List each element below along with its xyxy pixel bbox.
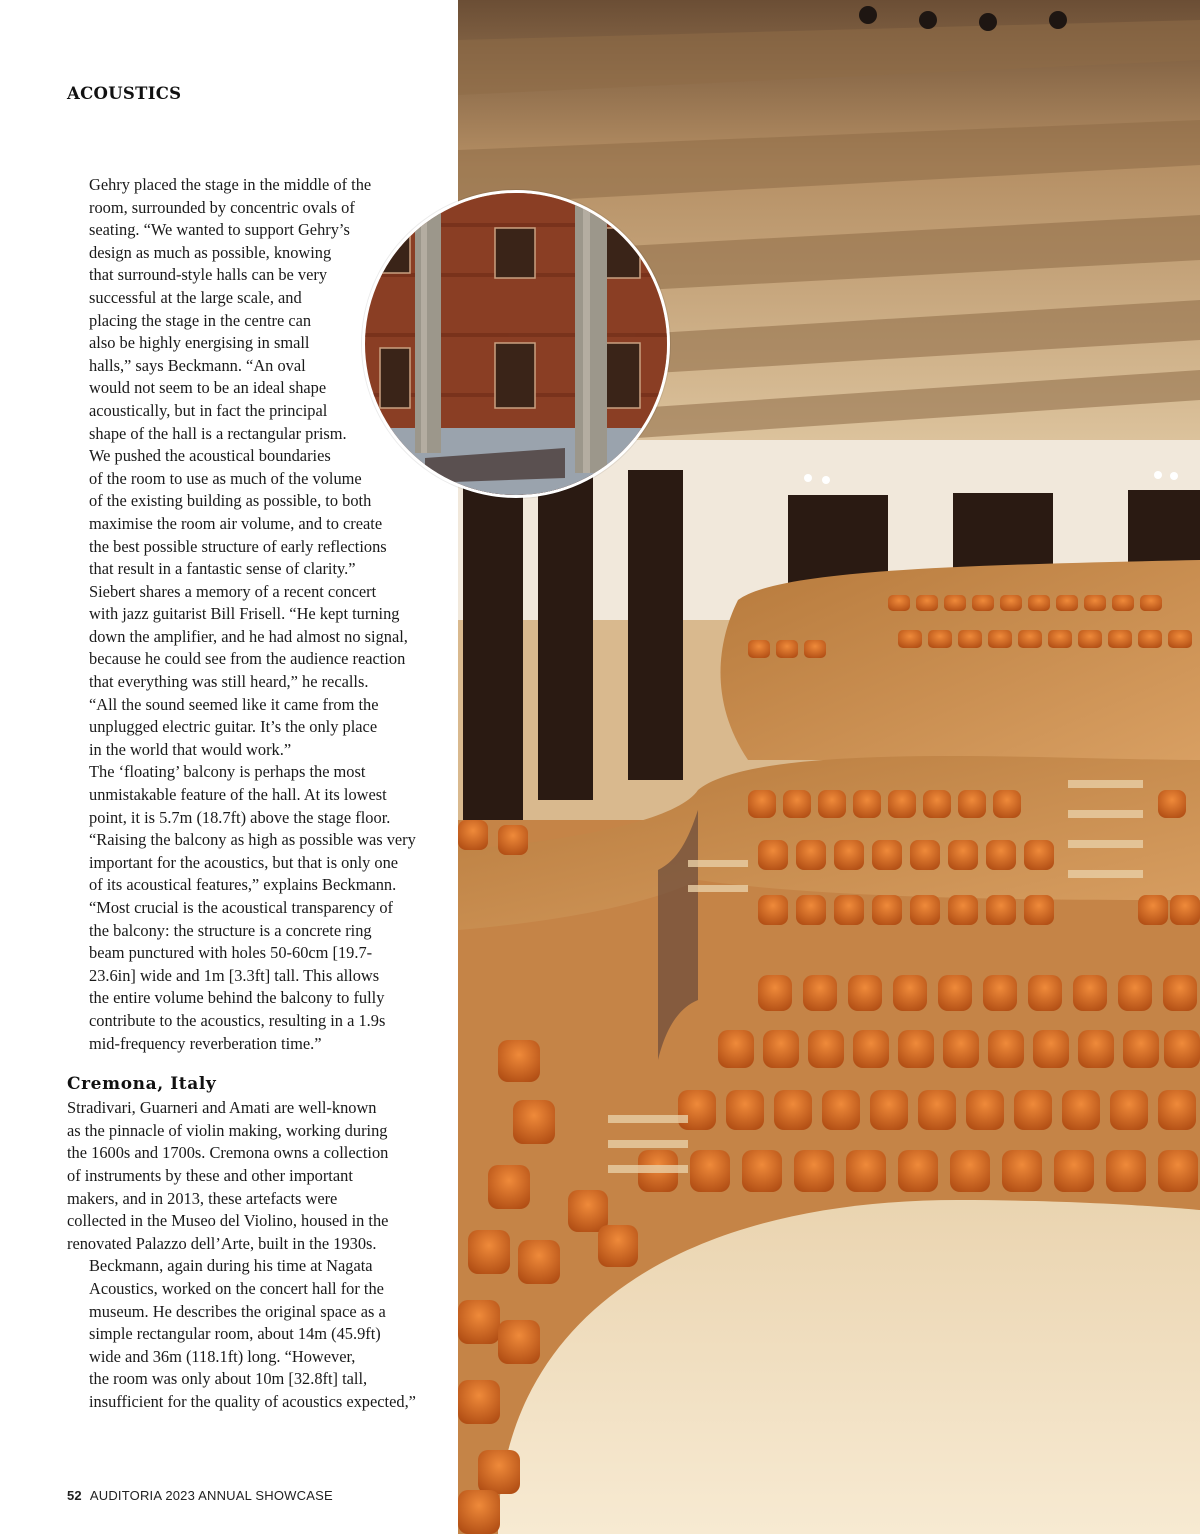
paragraph-floating-balcony [67,761,442,1055]
text-line: “Raising the balcony as high as possible was very [89,830,416,850]
text-line: in the world that would work.” [89,739,292,759]
palazzo-courtyard-illustration [365,193,667,495]
section-label: ACOUSTICS [67,84,182,103]
text-line: Stradivari, Guarneri and Amati are well-known [67,1098,377,1118]
text-line: We pushed the acoustical boundaries [89,446,331,466]
text-line: acoustically, but in fact the principal [89,400,328,420]
text-line: of instruments by these and other important [67,1165,353,1185]
text-line: the best possible structure of early reflections [89,536,387,556]
text-line: 23.6in] wide and 1m [3.3ft] tall. This allows [89,965,380,985]
text-line: Siebert shares a memory of a recent concert [89,581,377,601]
text-line: design as much as possible, knowing [89,242,332,262]
text-line: the 1600s and 1700s. Cremona owns a collection [67,1143,389,1163]
text-line: of its acoustical features,” explains Beckmann. [89,875,397,895]
text-line: shape of the hall is a rectangular prism. [89,423,347,443]
text-line: mid-frequency reverberation time.” [89,1033,322,1053]
paragraph-cremona-intro [67,1097,442,1255]
subheading-cremona: Cremona, Italy [67,1074,217,1095]
text-line: that result in a fantastic sense of clarity.” [89,559,356,579]
text-line: room, surrounded by concentric ovals of [89,197,355,217]
text-line: of the existing building as possible, to both [89,491,372,511]
text-line: unmistakable feature of the hall. At its lowest [89,785,387,805]
text-line: The ‘floating’ balcony is perhaps the most [89,762,366,782]
text-line: down the amplifier, and he had almost no signal, [89,626,408,646]
text-line: seating. “We wanted to support Gehry’s [89,220,350,240]
publication-name: AUDITORIA 2023 ANNUAL SHOWCASE [89,1488,333,1503]
text-line: the entire volume behind the balcony to fully [89,988,385,1008]
text-line: the room was only about 10m [32.8ft] tall, [89,1369,368,1389]
text-line: makers, and in 2013, these artefacts were [67,1188,338,1208]
text-line: of the room to use as much of the volume [89,468,362,488]
text-line: renovated Palazzo dell’Arte, built in the 1930s. [67,1233,377,1253]
text-line: “All the sound seemed like it came from the [89,694,379,714]
text-line: because he could see from the audience reaction [89,649,406,669]
text-line: beam punctured with holes 50-60cm [19.7- [89,943,373,963]
text-line: placing the stage in the centre can [89,310,312,330]
page-footer [67,1488,333,1503]
text-line: point, it is 5.7m (18.7ft) above the stage floor. [89,807,391,827]
paragraph-museum-hall [67,1255,442,1413]
text-line: as the pinnacle of violin making, working during [67,1120,388,1140]
text-line: Acoustics, worked on the concert hall for the [89,1278,384,1298]
page-number: 52 [67,1488,82,1503]
text-line: insufficient for the quality of acoustics expected,” [89,1391,416,1411]
text-line: Beckmann, again during his time at Nagata [89,1256,373,1276]
text-line: would not seem to be an ideal shape [89,378,327,398]
text-line: unplugged electric guitar. It’s the only place [89,717,378,737]
text-line: collected in the Museo del Violino, housed in the [67,1211,389,1231]
text-line: with jazz guitarist Bill Frisell. “He kept turning [89,604,400,624]
text-line: important for the acoustics, but that is only one [89,852,399,872]
text-line: successful at the large scale, and [89,287,302,307]
palazzo-inset-photo [362,190,670,498]
text-line: wide and 36m (118.1ft) long. “However, [89,1346,356,1366]
paragraph-frisell-memory [67,581,442,762]
text-line: also be highly energising in small [89,333,310,353]
text-line: simple rectangular room, about 14m (45.9ft) [89,1324,381,1344]
text-line: “Most crucial is the acoustical transparency of [89,898,394,917]
text-line: that everything was still heard,” he recalls. [89,672,369,692]
text-line: halls,” says Beckmann. “An oval [89,355,306,375]
text-line: contribute to the acoustics, resulting in a 1.9s [89,1010,386,1030]
text-line: the balcony: the structure is a concrete ring [89,920,372,940]
upper-balcony [721,560,1200,770]
text-line: that surround-style halls can be very [89,265,328,285]
text-line: maximise the room air volume, and to create [89,513,383,533]
text-line: Gehry placed the stage in the middle of the [89,175,372,194]
text-line: museum. He describes the original space as a [89,1301,386,1321]
